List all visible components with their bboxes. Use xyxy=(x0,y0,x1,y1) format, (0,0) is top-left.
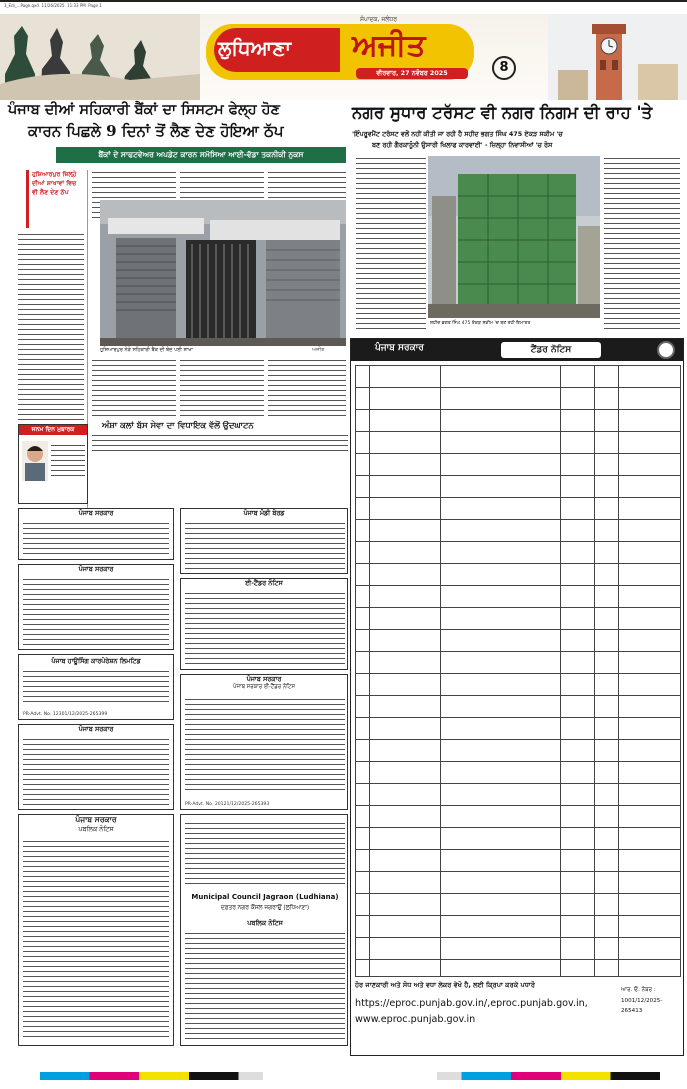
notice-9-text-top xyxy=(185,821,345,887)
bank-photo-credit: ਅਜੀਤ xyxy=(312,347,325,353)
notice-3-title: ਪੰਜਾਬ ਮੰਡੀ ਬੋਰਡ xyxy=(243,509,285,517)
notice-6-sub: ਪਬਲਿਕ ਨੋਟਿਸ xyxy=(78,825,114,833)
notice-6-text xyxy=(23,839,169,1039)
tender-url-2[interactable]: www.eproc.punjab.gov.in xyxy=(355,1014,476,1025)
pullquote-text: ਹੁਸ਼ਿਆਰਪੁਰ ਜ਼ਿਲ੍ਹੇ ਦੀਆਂ ਸ਼ਾਖਾਵਾਂ ਵਿਚ ਵੀ ਲੈਣ ਦੇਣ ਠੱਪ xyxy=(32,171,77,196)
notice-6-title: ਪੰਜਾਬ ਸਰਕਾਰ xyxy=(75,815,117,824)
notice-5-title: ਪੰਜਾਬ ਸਰਕਾਰ xyxy=(78,725,114,733)
left-col-3-text-bottom xyxy=(180,358,264,418)
tender-header-right: ਟੈਂਡਰ ਨੋਟਿਸ xyxy=(501,342,601,358)
masthead-brand: ਅਜੀਤ xyxy=(352,28,426,63)
tender-footer-text: ਹੋਰ ਜਾਣਕਾਰੀ ਅਤੇ ਸੋਧ ਅਤੇ ਵਧਾ ਲੇਕਰ ਵੇਖੋ ਹੈ, ਲਈ ਕ੍ਰਿਪਾ ਕਰਕੇ ਪਧਾਰੋ xyxy=(355,981,535,989)
left-headline-1: ਪੰਜਾਬ ਦੀਆਂ ਸਹਿਕਾਰੀ ਬੈਂਕਾਂ ਦਾ ਸਿਸਟਮ ਫੇਲ੍ਹ ਹੋਣ xyxy=(8,101,280,118)
color-bar-bottom xyxy=(40,1072,660,1080)
notice-4-title: ਪੰਜਾਬ ਹਾਊਸਿੰਗ ਕਾਰਪੋਰੇਸ਼ਨ ਲਿਮਟਿਡ xyxy=(51,657,141,665)
notice-1-title: ਪੰਜਾਬ ਸਰਕਾਰ xyxy=(78,509,114,517)
right-subhead-2: ਬਣ ਰਹੀ ਗੈਰਕਾਨੂੰਨੀ ਉਸਾਰੀ ਖਿਲਾਫ ਕਾਰਵਾਈ' - ਜ਼ਿਲ੍ਹਾ ਨਿਵਾਸੀਆਂ 'ਚ ਰੋਸ xyxy=(372,141,553,149)
print-slug: 3_Edi_...Page.qxd 11/26/2025 11:33 PM Page 1 xyxy=(4,3,102,8)
notice-2-title: ਪੰਜਾਬ ਸਰਕਾਰ xyxy=(78,565,114,573)
notice-9-foot: ਪਬਲਿਕ ਨੋਟਿਸ xyxy=(247,919,283,927)
tender-ref xyxy=(621,987,681,1014)
pullquote-box xyxy=(26,170,82,228)
birthday-box xyxy=(18,424,88,504)
notice-8 xyxy=(180,674,348,810)
left-col-2-text-bottom xyxy=(92,358,176,418)
notice-3-text xyxy=(185,521,345,571)
tender-url-1[interactable]: https://eproc.punjab.gov.in/,eproc.punjab.gov.in, xyxy=(355,998,588,1009)
notice-7 xyxy=(180,578,348,670)
left-headline-2: ਕਾਰਨ ਪਿਛਲੇ 9 ਦਿਨਾਂ ਤੋਂ ਲੈਣ ਦੇਣ ਹੋਇਆ ਠੱਪ xyxy=(28,122,284,140)
building-photo xyxy=(428,156,600,318)
tender-notice xyxy=(350,338,684,1056)
notice-9-title: Municipal Council Jagraon (Ludhiana) xyxy=(191,893,339,901)
tender-ref-3: 265413 xyxy=(621,1008,643,1014)
notice-1 xyxy=(18,508,174,560)
notice-3 xyxy=(180,508,348,574)
tender-ref-2: 1001/12/2025- xyxy=(621,998,663,1004)
notice-6 xyxy=(18,814,174,1046)
notice-4 xyxy=(18,654,174,720)
notice-8-sub: ਪੰਜਾਬ ਸਰਕਾਰ ਈ-ਟੈਂਡਰ ਨੋਟਿਸ xyxy=(233,684,295,690)
notice-7-title: ਈ-ਟੈਂਡਰ ਨੋਟਿਸ xyxy=(245,579,283,587)
notice-9 xyxy=(180,814,348,1046)
tender-table xyxy=(355,365,681,977)
notice-4-text xyxy=(23,669,169,703)
building-photo-caption: ਸ਼ਹੀਦ ਭਗਤ ਸਿੰਘ 475 ਏਕੜ ਸਕੀਮ 'ਚ ਬਣ ਰਹੀ ਇਮਾਰਤ xyxy=(430,321,531,326)
bank-photo-caption: ਹੁਸ਼ਿਆਰਪੁਰ ਨੇੜੇ ਸਹਿਕਾਰੀ ਬੈਂਕ ਦੀ ਬੰਦ ਪਈ ਸ਼ਾਖਾ xyxy=(100,347,193,353)
statue-illustration-icon xyxy=(0,14,200,100)
masthead xyxy=(0,14,687,100)
tender-table-grid xyxy=(355,365,681,977)
color-bar-top xyxy=(0,0,687,2)
pr-ref-1: PR-Advt. No. 12301/12/2025-265399 xyxy=(23,712,108,717)
notice-8-title: ਪੰਜਾਬ ਸਰਕਾਰ xyxy=(246,675,282,683)
page-number: 8 xyxy=(492,56,516,80)
bank-branch-photo xyxy=(100,200,346,346)
masthead-date: ਵੀਰਵਾਰ, 27 ਨਵੰਬਰ 2025 xyxy=(356,68,468,79)
tender-ref-1: ਆਰ. ਓ. ਨੰਬਰ : xyxy=(621,987,656,993)
sub-story-text xyxy=(92,433,348,455)
right-col-1-text xyxy=(356,156,426,332)
masthead-corner-info: ਸੰਪਾਦਕ, ਜਲੰਧਰ xyxy=(360,16,397,23)
right-subhead-1: 'ਇੰਪਰੂਵਮੈਂਟ ਟਰੱਸਟ ਵਲੋਂ ਨਹੀਂ ਕੀਤੀ ਜਾ ਰਹੀ ਹੈ ਸਹੀਦ ਭਗਤ ਸਿੰਘ 475 ਏਕੜ ਸਕੀਮ 'ਚ xyxy=(352,130,563,138)
tender-header-left: ਪੰਜਾਬ ਸਰਕਾਰ xyxy=(375,343,424,353)
pr-ref-2: PR-Advt. No. 20121/12/2025-265393 xyxy=(185,802,270,807)
masthead-city: ਲੁਧਿਆਣਾ xyxy=(218,36,292,60)
left-subhead: ਬੈਂਕਾਂ ਦੇ ਸਾਫਟਵੇਅਰ ਅਪਡੇਟ ਕਾਰਨ ਸਮੱਸਿਆ ਆਈ-ਵੱਡਾ ਤਕਨੀਕੀ ਨੁਕਸ xyxy=(56,147,346,163)
notice-2 xyxy=(18,564,174,650)
notice-1-text xyxy=(23,521,169,557)
right-headline: ਨਗਰ ਸੁਧਾਰ ਟਰੱਸਟ ਵੀ ਨਗਰ ਨਿਗਮ ਦੀ ਰਾਹ 'ਤੇ xyxy=(352,102,653,122)
clock-tower-icon xyxy=(548,14,687,100)
child-portrait xyxy=(22,441,48,481)
sub-story-headline: ਅੰਸ਼ਾ ਕਲਾਂ ਬੱਸ ਸੇਵਾ ਦਾ ਵਿਧਾਇਕ ਵੱਲੋਂ ਉਦਘਾਟਨ xyxy=(102,420,254,430)
notice-2-text xyxy=(23,577,169,645)
notice-8-text xyxy=(185,697,345,793)
punjab-seal-icon xyxy=(657,341,675,359)
tender-footer xyxy=(355,981,617,1053)
notice-9-text-bottom xyxy=(185,931,345,1041)
notice-5 xyxy=(18,724,174,810)
tender-header xyxy=(351,339,683,361)
notice-5-text xyxy=(23,737,169,805)
left-col-4-text-bottom xyxy=(268,358,346,418)
left-col-1-text xyxy=(18,232,84,420)
notice-7-text xyxy=(185,591,345,665)
birthday-title: ਜਨਮ ਦਿਨ ਮੁਬਾਰਕ xyxy=(19,425,87,435)
birthday-text xyxy=(51,443,85,479)
right-col-3-text xyxy=(604,156,680,332)
notice-9-sub: ਦਫ਼ਤਰ ਨਗਰ ਕੌਂਸਲ ਜਗਰਾਉਂ (ਲੁਧਿਆਣਾ) xyxy=(220,905,310,911)
